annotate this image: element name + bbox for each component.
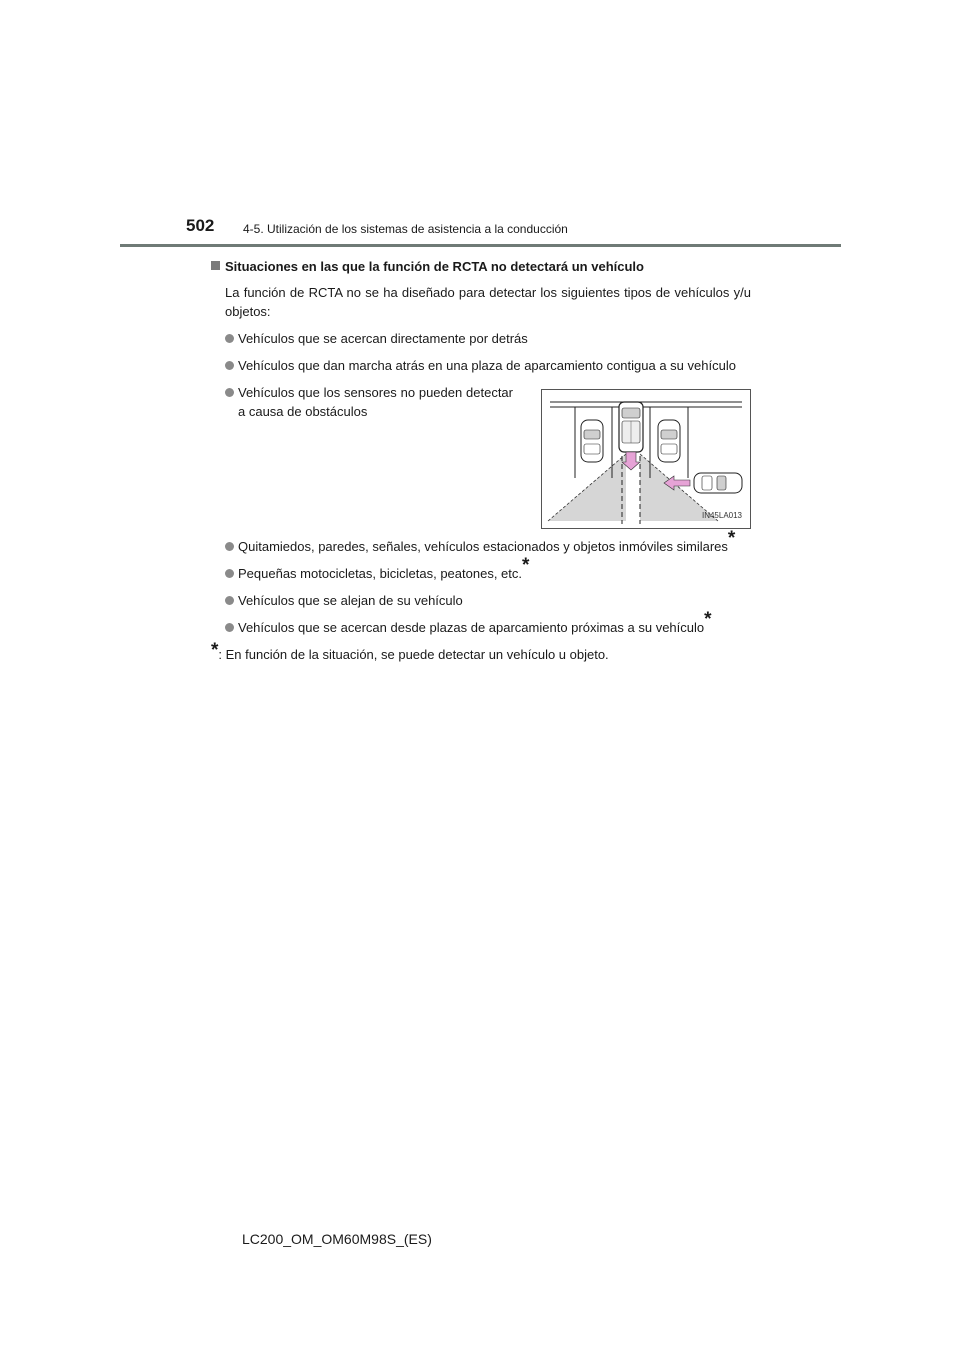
list-item-text: Pequeñas motocicletas, bicicletas, peatones, etc. [238,566,522,581]
page-content [211,257,751,664]
list-item-text: Vehículos que se acercan desde plazas de aparcamiento próximas a su vehículo [238,620,705,635]
section-heading-text: Situaciones en las que la función de RCTA no detectará un vehículo [225,259,644,274]
intro-paragraph: La función de RCTA no se ha diseñado para detectar los siguientes tipos de vehículos y/u objetos: [225,285,751,319]
list-item [211,591,751,610]
bullet-dot-icon [225,623,234,632]
bullet-dot-icon [225,388,234,397]
list-item [211,383,513,529]
list-item-text: Vehículos que los sensores no pueden detectar a causa de obstáculos [238,385,513,419]
bullet-dot-icon [225,334,234,343]
list-item [211,528,751,556]
list-item-text: Vehículos que se acercan directamente por detrás [238,331,528,346]
asterisk-mark: * [704,609,712,630]
list-item [211,356,751,375]
list-item [211,609,751,637]
parking-diagram [541,389,751,529]
list-item [211,329,751,348]
header-rule [120,244,841,247]
footnote-text: : En función de la situación, se puede detectar un vehículo u objeto. [218,647,609,662]
approaching-car-icon [694,473,742,493]
list-item-text: Vehículos que se alejan de su vehículo [238,593,463,608]
bullet-dot-icon [225,361,234,370]
own-vehicle-icon [619,402,643,452]
bullet-dot-icon [225,569,234,578]
asterisk-mark: * [211,640,219,661]
figure-row [211,383,751,529]
square-bullet-icon [211,261,220,270]
list-item-text: Quitamiedos, paredes, señales, vehículos estacionados y objetos inmóviles similares [238,539,728,554]
list-item [211,555,751,583]
bullet-dot-icon [225,542,234,551]
section-heading [211,257,751,276]
parked-car-right-icon [658,420,680,462]
document-code: LC200_OM_OM60M98S_(ES) [242,1231,432,1247]
parked-car-left-icon [581,420,603,462]
asterisk-mark: * [522,555,530,576]
list-item-text: Vehículos que dan marcha atrás en una plaza de aparcamiento contigua a su vehículo [238,358,736,373]
bullet-dot-icon [225,596,234,605]
section-title: 4-5. Utilización de los sistemas de asistencia a la conducción [243,222,568,236]
figure-code: IN45LA013 [701,511,742,520]
asterisk-mark: * [727,528,736,549]
page-number: 502 [186,216,215,235]
footnote [211,640,751,664]
